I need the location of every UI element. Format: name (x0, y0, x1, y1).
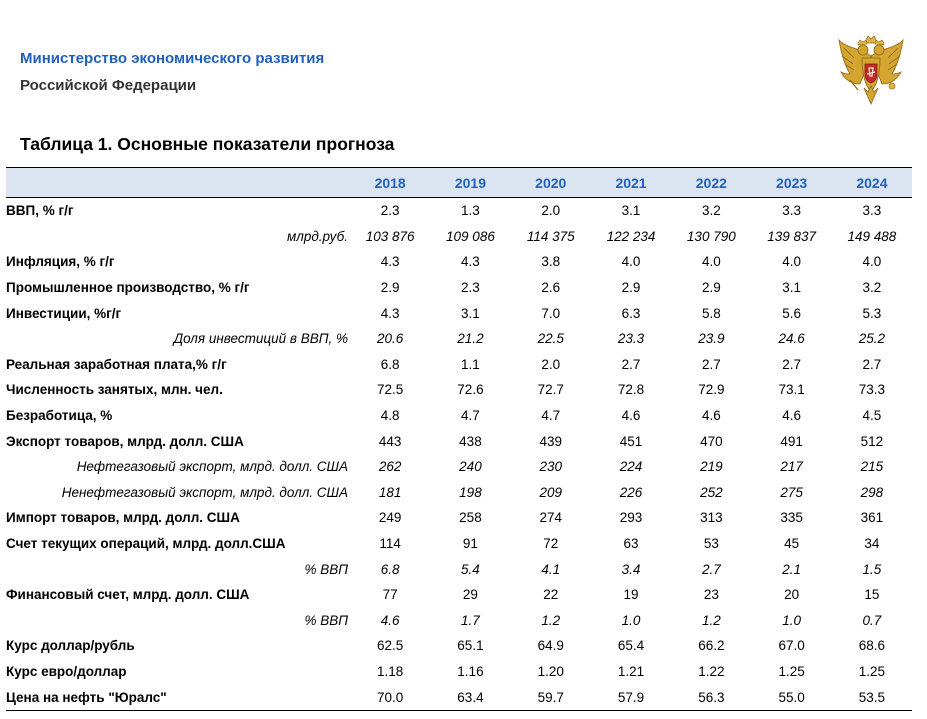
value-cell: 1.7 (461, 612, 480, 628)
value-cell: 24.6 (778, 331, 805, 347)
value-cell: 451 (619, 433, 643, 449)
value-cell: 34 (864, 536, 880, 552)
value-cell: 217 (780, 459, 803, 475)
table-row (6, 198, 912, 224)
table-row (6, 428, 912, 454)
header-label-cell (6, 168, 350, 198)
ministry-name-line1: Министерство экономического развития (20, 50, 325, 67)
value-cell: 240 (459, 459, 482, 475)
value-cell: 91 (462, 536, 478, 552)
value-cell: 258 (459, 510, 482, 526)
value-cell: 512 (860, 433, 884, 449)
table-header-row (6, 168, 912, 198)
table-title: Таблица 1. Основные показатели прогноза (20, 134, 395, 154)
value-cell: 249 (378, 510, 402, 526)
value-cell: 55.0 (751, 684, 831, 710)
value-cell: 70.0 (350, 684, 430, 710)
value-cell: 22 (543, 587, 559, 603)
value-cell: 1.22 (698, 663, 725, 679)
row-label: Доля инвестиций в ВВП, % (173, 331, 348, 347)
row-label: Реальная заработная плата,% г/г (6, 356, 227, 372)
value-cell: 3.4 (621, 561, 641, 577)
value-cell: 20.6 (377, 331, 404, 347)
value-cell: 1.0 (782, 612, 802, 628)
value-cell: 7.0 (541, 305, 561, 321)
value-cell: 139 837 (767, 228, 817, 244)
value-cell: 3.3 (862, 203, 882, 219)
year-header: 2022 (671, 168, 751, 198)
value-cell: 3.1 (782, 280, 802, 296)
value-cell: 5.4 (461, 561, 480, 577)
value-cell: 2.9 (380, 280, 400, 296)
value-cell: 2.7 (782, 356, 802, 372)
value-cell: 1.18 (377, 663, 404, 679)
value-cell: 114 (379, 536, 401, 552)
table-subrow (6, 608, 912, 634)
value-cell: 130 790 (686, 228, 736, 244)
value-cell: 23 (703, 587, 719, 603)
value-cell: 63.4 (430, 684, 510, 710)
value-cell: 72.5 (377, 382, 404, 398)
value-cell: 103 876 (365, 228, 415, 244)
table-row (6, 531, 912, 557)
value-cell: 2.7 (701, 561, 721, 577)
year-header: 2024 (832, 168, 912, 198)
value-cell: 57.9 (591, 684, 671, 710)
value-cell: 181 (378, 484, 402, 500)
value-cell: 4.0 (862, 254, 882, 270)
value-cell: 5.6 (782, 305, 802, 321)
value-cell: 262 (378, 459, 402, 475)
value-cell: 149 488 (847, 228, 897, 244)
value-cell: 23.3 (617, 331, 645, 347)
value-cell: 2.1 (782, 561, 802, 577)
value-cell: 45 (784, 536, 800, 552)
value-cell: 4.6 (380, 612, 400, 628)
value-cell: 313 (700, 510, 723, 526)
value-cell: 6.3 (621, 305, 641, 321)
value-cell: 2.7 (701, 356, 721, 372)
value-cell: 62.5 (377, 638, 404, 654)
value-cell: 1.21 (617, 663, 645, 679)
value-cell: 53.5 (832, 684, 912, 710)
row-label: Импорт товаров, млрд. долл. США (6, 510, 240, 526)
value-cell: 72.6 (457, 382, 484, 398)
value-cell: 298 (860, 484, 884, 500)
value-cell: 219 (700, 459, 723, 475)
value-cell: 73.1 (778, 382, 805, 398)
value-cell: 53 (703, 536, 719, 552)
table-subrow (6, 556, 912, 582)
value-cell: 1.5 (862, 561, 882, 577)
row-label: Численность занятых, млн. чел. (6, 382, 223, 398)
table-subrow (6, 480, 912, 506)
table-row (6, 300, 912, 326)
value-cell: 4.6 (701, 408, 721, 424)
forecast-table (6, 167, 912, 711)
year-header: 2018 (350, 168, 430, 198)
value-cell: 3.2 (701, 203, 721, 219)
value-cell: 73.3 (858, 382, 886, 398)
value-cell: 22.5 (537, 331, 564, 347)
value-cell: 56.3 (671, 684, 751, 710)
value-cell: 4.0 (621, 254, 641, 270)
table-row (6, 582, 912, 608)
value-cell: 4.3 (380, 305, 400, 321)
value-cell: 3.1 (461, 305, 480, 321)
value-cell: 25.2 (858, 331, 886, 347)
value-cell: 4.6 (782, 408, 802, 424)
value-cell: 109 086 (446, 228, 495, 244)
value-cell: 4.5 (862, 408, 882, 424)
row-label: Курс доллар/рубль (6, 638, 135, 654)
value-cell: 5.8 (701, 305, 721, 321)
value-cell: 21.2 (457, 331, 484, 347)
table-subrow (6, 224, 912, 250)
value-cell: 4.3 (461, 254, 480, 270)
value-cell: 3.1 (621, 203, 641, 219)
value-cell: 20 (784, 587, 800, 603)
value-cell: 77 (382, 587, 398, 603)
value-cell: 2.3 (461, 280, 480, 296)
table-row (6, 377, 912, 403)
russian-coat-of-arms-icon (836, 34, 906, 108)
table-row (6, 633, 912, 659)
row-label: млрд.руб. (286, 228, 348, 244)
value-cell: 3.3 (782, 203, 802, 219)
table-row (6, 505, 912, 531)
value-cell: 1.0 (621, 612, 641, 628)
value-cell: 114 375 (526, 228, 575, 244)
row-label: Финансовый счет, млрд. долл. США (6, 587, 250, 603)
table-row (6, 249, 912, 275)
value-cell: 1.25 (858, 663, 886, 679)
value-cell: 2.7 (862, 356, 882, 372)
value-cell: 1.20 (537, 663, 564, 679)
value-cell: 19 (623, 587, 639, 603)
value-cell: 470 (700, 433, 723, 449)
value-cell: 4.0 (782, 254, 802, 270)
value-cell: 5.3 (862, 305, 882, 321)
row-label: Инвестиции, %г/г (6, 305, 122, 321)
value-cell: 64.9 (537, 638, 564, 654)
value-cell: 65.4 (617, 638, 645, 654)
value-cell: 2.7 (621, 356, 641, 372)
value-cell: 72.8 (617, 382, 645, 398)
table-row (6, 275, 912, 301)
row-label: Экспорт товаров, млрд. долл. США (6, 433, 244, 449)
year-header: 2019 (430, 168, 510, 198)
value-cell: 23.9 (698, 331, 725, 347)
value-cell: 72.9 (698, 382, 725, 398)
value-cell: 2.6 (541, 280, 561, 296)
value-cell: 252 (700, 484, 723, 500)
value-cell: 1.16 (457, 663, 484, 679)
value-cell: 4.7 (461, 408, 480, 424)
value-cell: 59.7 (511, 684, 591, 710)
value-cell: 4.0 (701, 254, 721, 270)
value-cell: 2.0 (541, 356, 561, 372)
value-cell: 2.0 (541, 203, 561, 219)
value-cell: 66.2 (698, 638, 725, 654)
row-label: % ВВП (304, 561, 348, 577)
value-cell: 226 (619, 484, 643, 500)
value-cell: 198 (459, 484, 482, 500)
table-row (6, 659, 912, 685)
value-cell: 67.0 (778, 638, 805, 654)
value-cell: 1.25 (778, 663, 805, 679)
row-label: Цена на нефть "Юралс" (6, 684, 350, 710)
value-cell: 438 (459, 433, 482, 449)
value-cell: 29 (462, 587, 478, 603)
value-cell: 1.1 (461, 356, 480, 372)
value-cell: 361 (860, 510, 884, 526)
year-header: 2021 (591, 168, 671, 198)
year-header: 2023 (751, 168, 831, 198)
value-cell: 65.1 (457, 638, 484, 654)
value-cell: 3.8 (541, 254, 561, 270)
value-cell: 2.9 (621, 280, 641, 296)
row-label: Промышленное производство, % г/г (6, 280, 250, 296)
value-cell: 15 (864, 587, 880, 603)
value-cell: 4.8 (380, 408, 400, 424)
value-cell: 6.8 (380, 356, 400, 372)
row-label: Инфляция, % г/г (6, 254, 115, 270)
value-cell: 2.3 (380, 203, 400, 219)
value-cell: 443 (378, 433, 402, 449)
value-cell: 72 (543, 536, 559, 552)
row-label: Безработица, % (6, 408, 113, 424)
row-label: Нефтегазовый экспорт, млрд. долл. США (76, 459, 348, 475)
value-cell: 215 (860, 459, 884, 475)
value-cell: 224 (619, 459, 643, 475)
value-cell: 0.7 (862, 612, 882, 628)
table-subrow (6, 454, 912, 480)
table-subrow (6, 326, 912, 352)
row-label: Счет текущих операций, млрд. долл.США (6, 536, 286, 552)
value-cell: 1.2 (701, 612, 721, 628)
value-cell: 3.2 (862, 280, 882, 296)
value-cell: 4.3 (380, 254, 400, 270)
row-label: Курс евро/доллар (6, 663, 127, 679)
value-cell: 4.1 (541, 561, 561, 577)
value-cell: 68.6 (858, 638, 886, 654)
value-cell: 275 (780, 484, 803, 500)
value-cell: 72.7 (537, 382, 564, 398)
ministry-name-line2: Российской Федерации (20, 77, 197, 94)
value-cell: 122 234 (606, 228, 656, 244)
value-cell: 2.9 (701, 280, 721, 296)
value-cell: 293 (619, 510, 643, 526)
value-cell: 439 (539, 433, 562, 449)
forecast-table-container (6, 167, 912, 711)
row-label: Ненефтегазовый экспорт, млрд. долл. США (61, 484, 348, 500)
value-cell: 4.6 (621, 408, 641, 424)
table-row (6, 684, 912, 710)
value-cell: 4.7 (541, 408, 561, 424)
value-cell: 209 (539, 484, 562, 500)
value-cell: 6.8 (380, 561, 400, 577)
table-row (6, 352, 912, 378)
row-label: ВВП, % г/г (6, 203, 74, 219)
year-header: 2020 (511, 168, 591, 198)
table-row (6, 403, 912, 429)
value-cell: 63 (623, 536, 639, 552)
value-cell: 1.2 (541, 612, 561, 628)
value-cell: 230 (539, 459, 562, 475)
value-cell: 335 (780, 510, 803, 526)
value-cell: 274 (539, 510, 562, 526)
row-label: % ВВП (304, 612, 348, 628)
value-cell: 1.3 (461, 203, 480, 219)
value-cell: 491 (780, 433, 803, 449)
